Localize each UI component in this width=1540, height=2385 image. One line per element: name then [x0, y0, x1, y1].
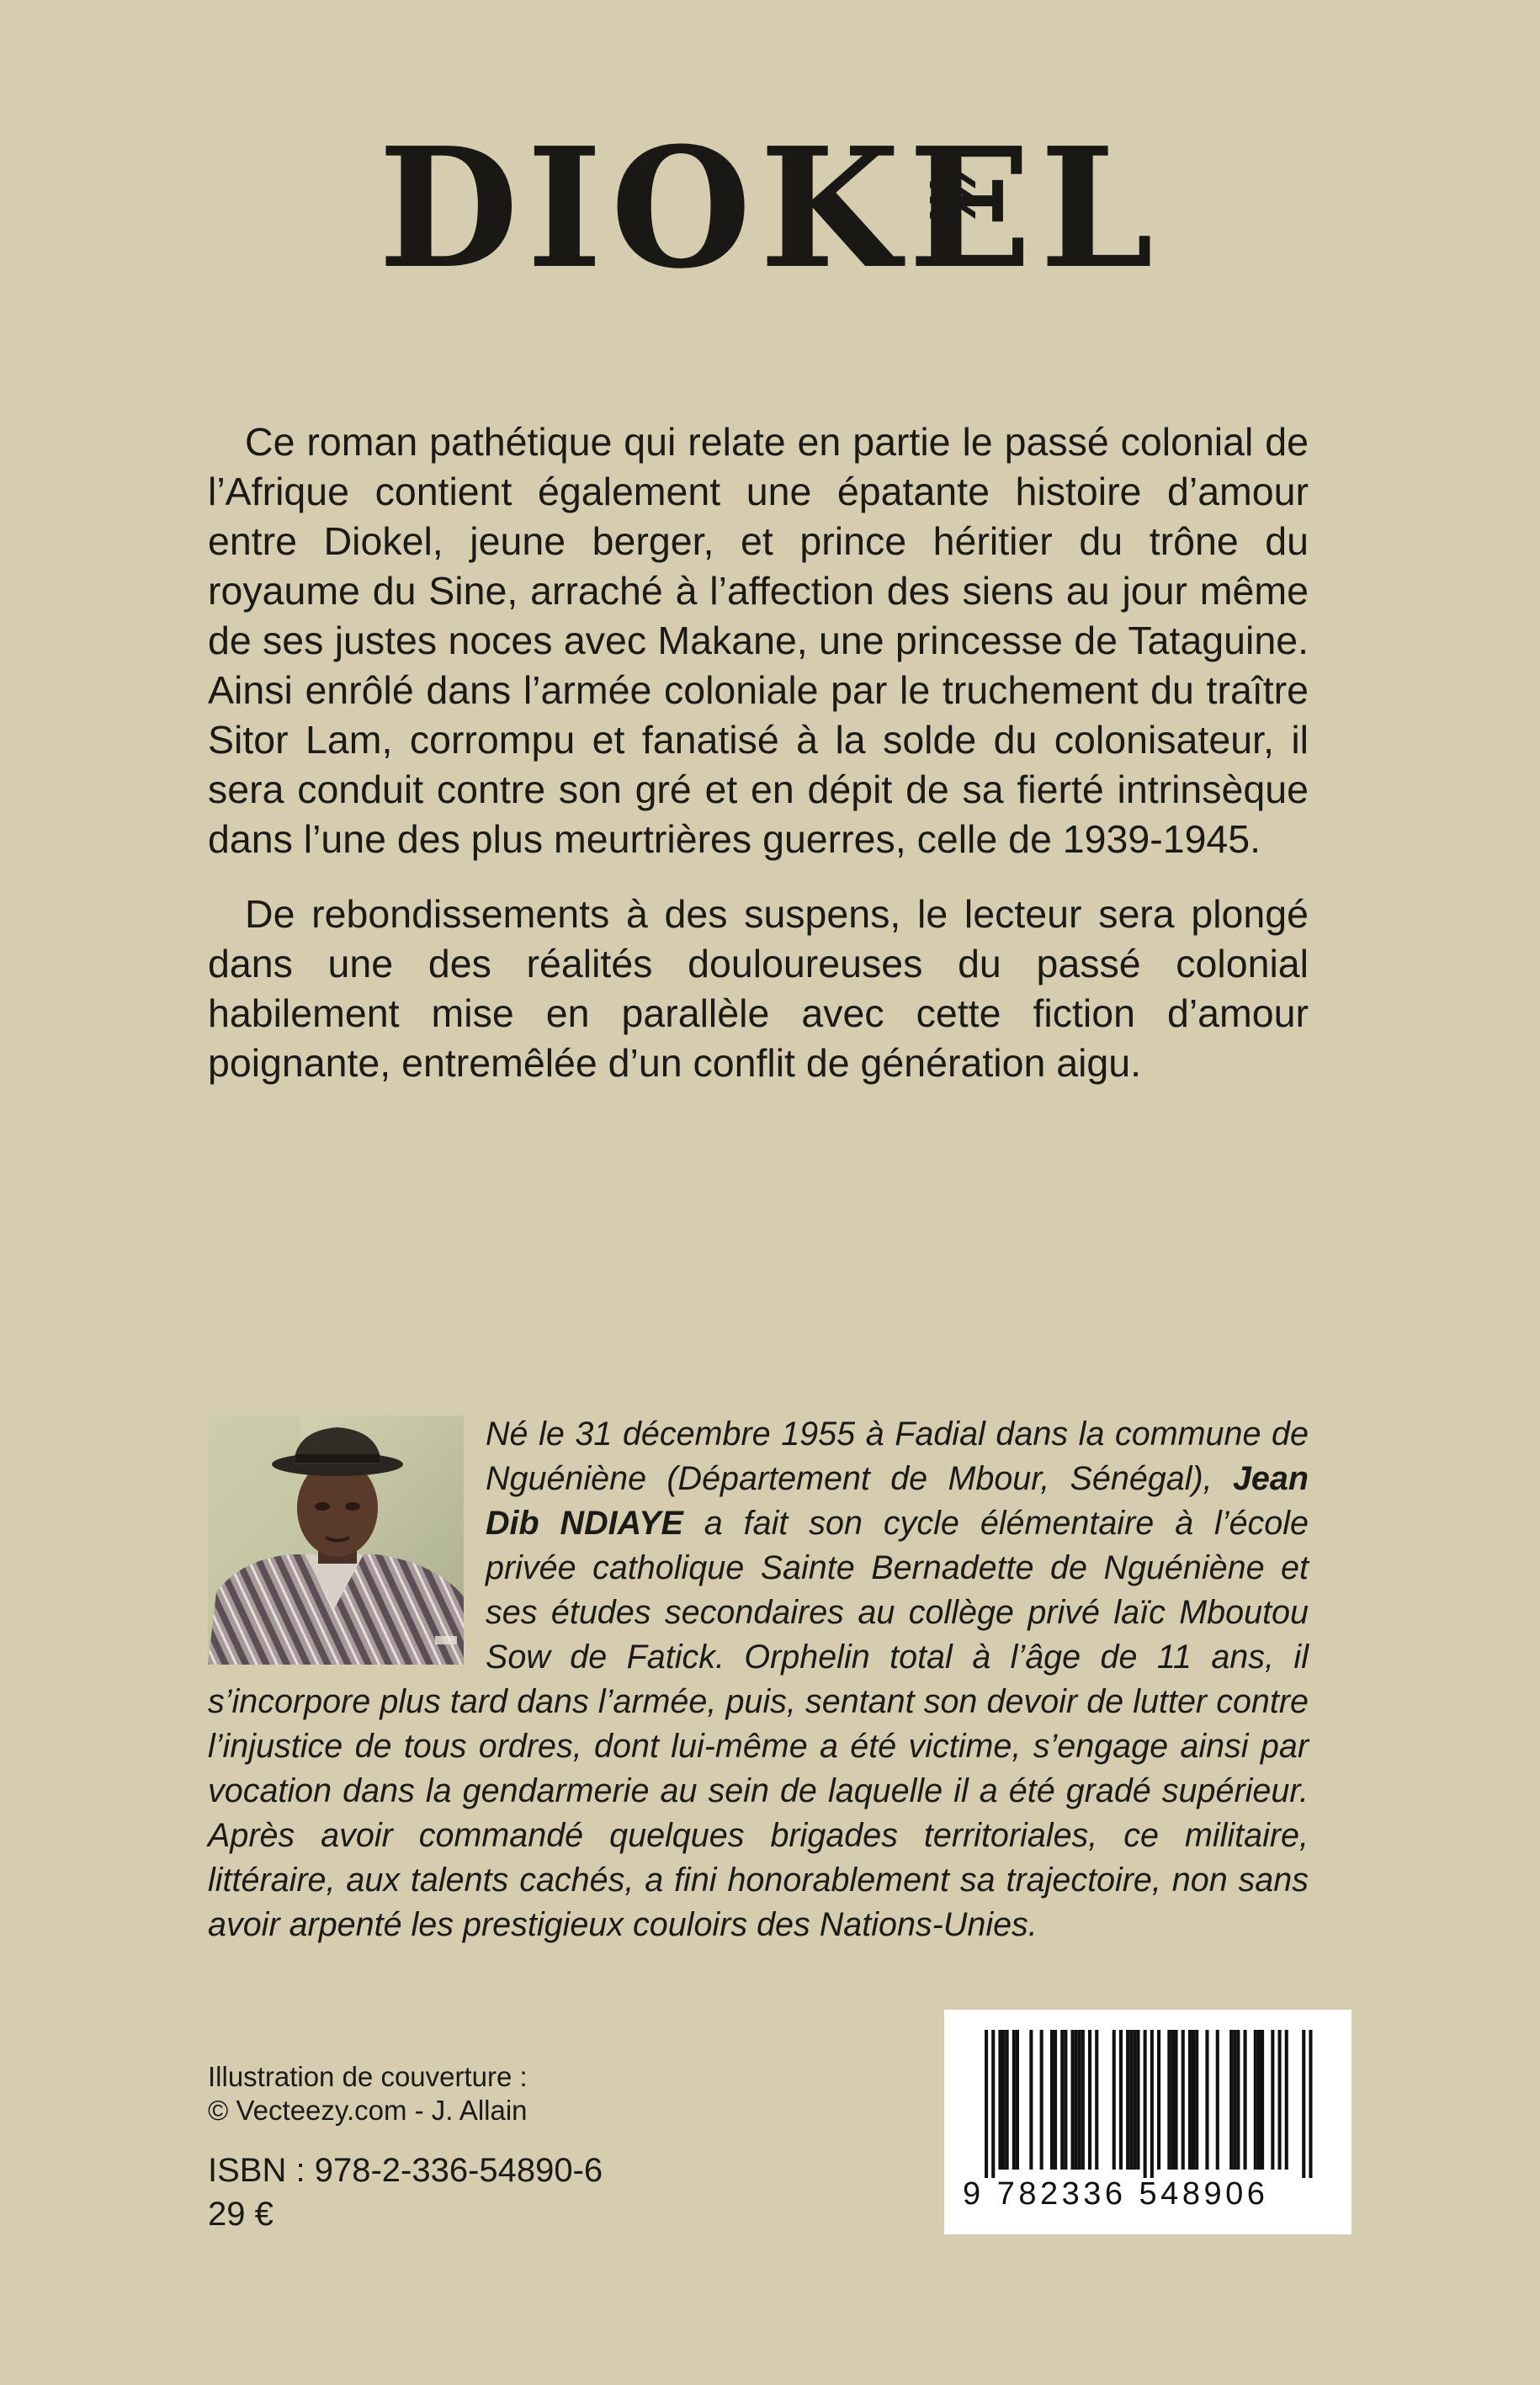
author-portrait-image	[208, 1416, 464, 1665]
barcode-bar	[1278, 2030, 1282, 2170]
barcode-bar	[1075, 2030, 1078, 2170]
barcode-bar	[1302, 2030, 1305, 2178]
isbn: ISBN : 978-2-336-54890-6	[208, 2152, 603, 2189]
barcode-bar	[1071, 2030, 1075, 2170]
barcode-bar	[1216, 2030, 1219, 2170]
author-name: Jean Dib NDIAYE	[486, 1460, 1309, 1542]
barcode-bar	[1261, 2030, 1264, 2170]
barcode-bar	[1133, 2030, 1136, 2170]
barcode-bar	[1285, 2030, 1288, 2170]
author-photo	[208, 1416, 464, 1665]
book-title: DIOKEL	[378, 112, 1162, 305]
barcode-bar	[1229, 2030, 1233, 2170]
chevron-rank-icon	[927, 160, 979, 219]
barcode-bar	[1040, 2030, 1043, 2170]
bio-text-after-name: a fait son cycle élémentaire à l’école privée catholique Sainte Bernadette de Nguéniène et ses études secondaires au collège privé laïc Mboutou Sow de Fatick. Orphelin total à l’âge de 11 ans, il s’incorpore plus tard dans l’armée, puis, sentant son devoir de lutter contre l’injustice de tous ordres, dont lui-même a été victime, s’engage ainsi par vocation dans la gendarmerie au sein de laquelle il a été gradé supérieur. Après avoir commandé quelques brigades territoriales, ce militaire, littéraire, aux talents cachés, a fini honorablement sa trajectoire, non sans avoir arpenté les prestigieux couloirs des Nations-Unies.	[208, 1505, 1309, 1943]
credits-line-1: Illustration de couverture :	[208, 2061, 528, 2092]
barcode-bar	[991, 2030, 995, 2178]
barcode-bar	[1257, 2030, 1261, 2170]
barcode-bar	[1081, 2030, 1085, 2170]
barcode-bar	[1078, 2030, 1081, 2170]
barcode-bar	[1271, 2030, 1274, 2170]
barcode-bar	[1029, 2030, 1033, 2170]
barcode-digits: 9 782336 548906	[963, 2176, 1269, 2212]
barcode-bar	[1244, 2030, 1247, 2170]
barcode-bar	[1167, 2030, 1171, 2170]
barcode-bar	[1064, 2030, 1067, 2170]
barcode-bar	[1012, 2030, 1016, 2170]
barcode-bar	[1088, 2030, 1091, 2170]
barcode-bar	[1060, 2030, 1064, 2170]
barcode-bar	[1050, 2030, 1054, 2170]
barcode-bar	[1175, 2030, 1178, 2170]
barcode-bar	[1171, 2030, 1174, 2170]
barcode-bar	[985, 2030, 988, 2178]
synopsis-paragraph-2: De rebondissements à des suspens, le lecteur sera plongé dans une des réalités douloureuses du passé colonial habilement mise en parallèle avec cette fiction d’amour poignante, entremêlée d’un conflit de génération aigu.	[208, 892, 1309, 1085]
barcode-bar	[1113, 2030, 1116, 2170]
barcode-bar	[1136, 2030, 1139, 2170]
barcode-bar	[1188, 2030, 1192, 2170]
barcode-bar	[1205, 2030, 1208, 2170]
barcode-bar	[1182, 2030, 1185, 2170]
title-area	[0, 112, 1540, 305]
synopsis-paragraph-1: Ce roman pathétique qui relate en partie le passé colonial de l’Afrique contient également une épatante histoire d’amour entre Diokel, jeune berger, et prince héritier du trône du royaume du Sine, arraché à l’affection des siens au jour même de ses justes noces avec Makane, une princesse de Tataguine. Ainsi enrôlé dans l’armée coloniale par le truchement du traître Sitor Lam, corrompu et fanatisé à la solde du colonisateur, il sera conduit contre son gré et en dépit de sa fierté intrinsèque dans l’une des plus meurtrières guerres, celle de 1939-1945.	[208, 420, 1309, 861]
price: 29 €	[208, 2196, 273, 2233]
barcode-bar	[1119, 2030, 1123, 2170]
barcode-bar	[1195, 2030, 1198, 2170]
barcode-bar	[1150, 2030, 1154, 2178]
barcode-bars	[944, 2010, 1351, 2178]
barcode-bar	[998, 2030, 1001, 2170]
credits-line-2: © Vecteezy.com - J. Allain	[208, 2095, 528, 2126]
synopsis	[208, 417, 1309, 1088]
barcode-bar	[1054, 2030, 1057, 2170]
barcode-bar	[1129, 2030, 1133, 2170]
barcode	[944, 2010, 1351, 2234]
barcode-bar	[1236, 2030, 1240, 2170]
barcode-bar	[1002, 2030, 1006, 2170]
barcode-bar	[1095, 2030, 1098, 2170]
barcode-bar	[1157, 2030, 1160, 2170]
barcode-bar	[1016, 2030, 1019, 2170]
barcode-bar	[1006, 2030, 1009, 2170]
barcode-bar	[1192, 2030, 1195, 2170]
barcode-bar	[1309, 2030, 1312, 2178]
bio-text-before-name: Né le 31 décembre 1955 à Fadial dans la commune de Nguéniène (Département de Mbour, Sénégal),	[486, 1416, 1309, 1497]
isbn-price-block	[208, 2149, 603, 2236]
barcode-bar	[1126, 2030, 1129, 2170]
cover-credits	[208, 2060, 528, 2127]
barcode-bar	[1233, 2030, 1236, 2170]
barcode-bar	[1144, 2030, 1147, 2178]
author-bio	[208, 1412, 1309, 1947]
barcode-bar	[1254, 2030, 1257, 2170]
